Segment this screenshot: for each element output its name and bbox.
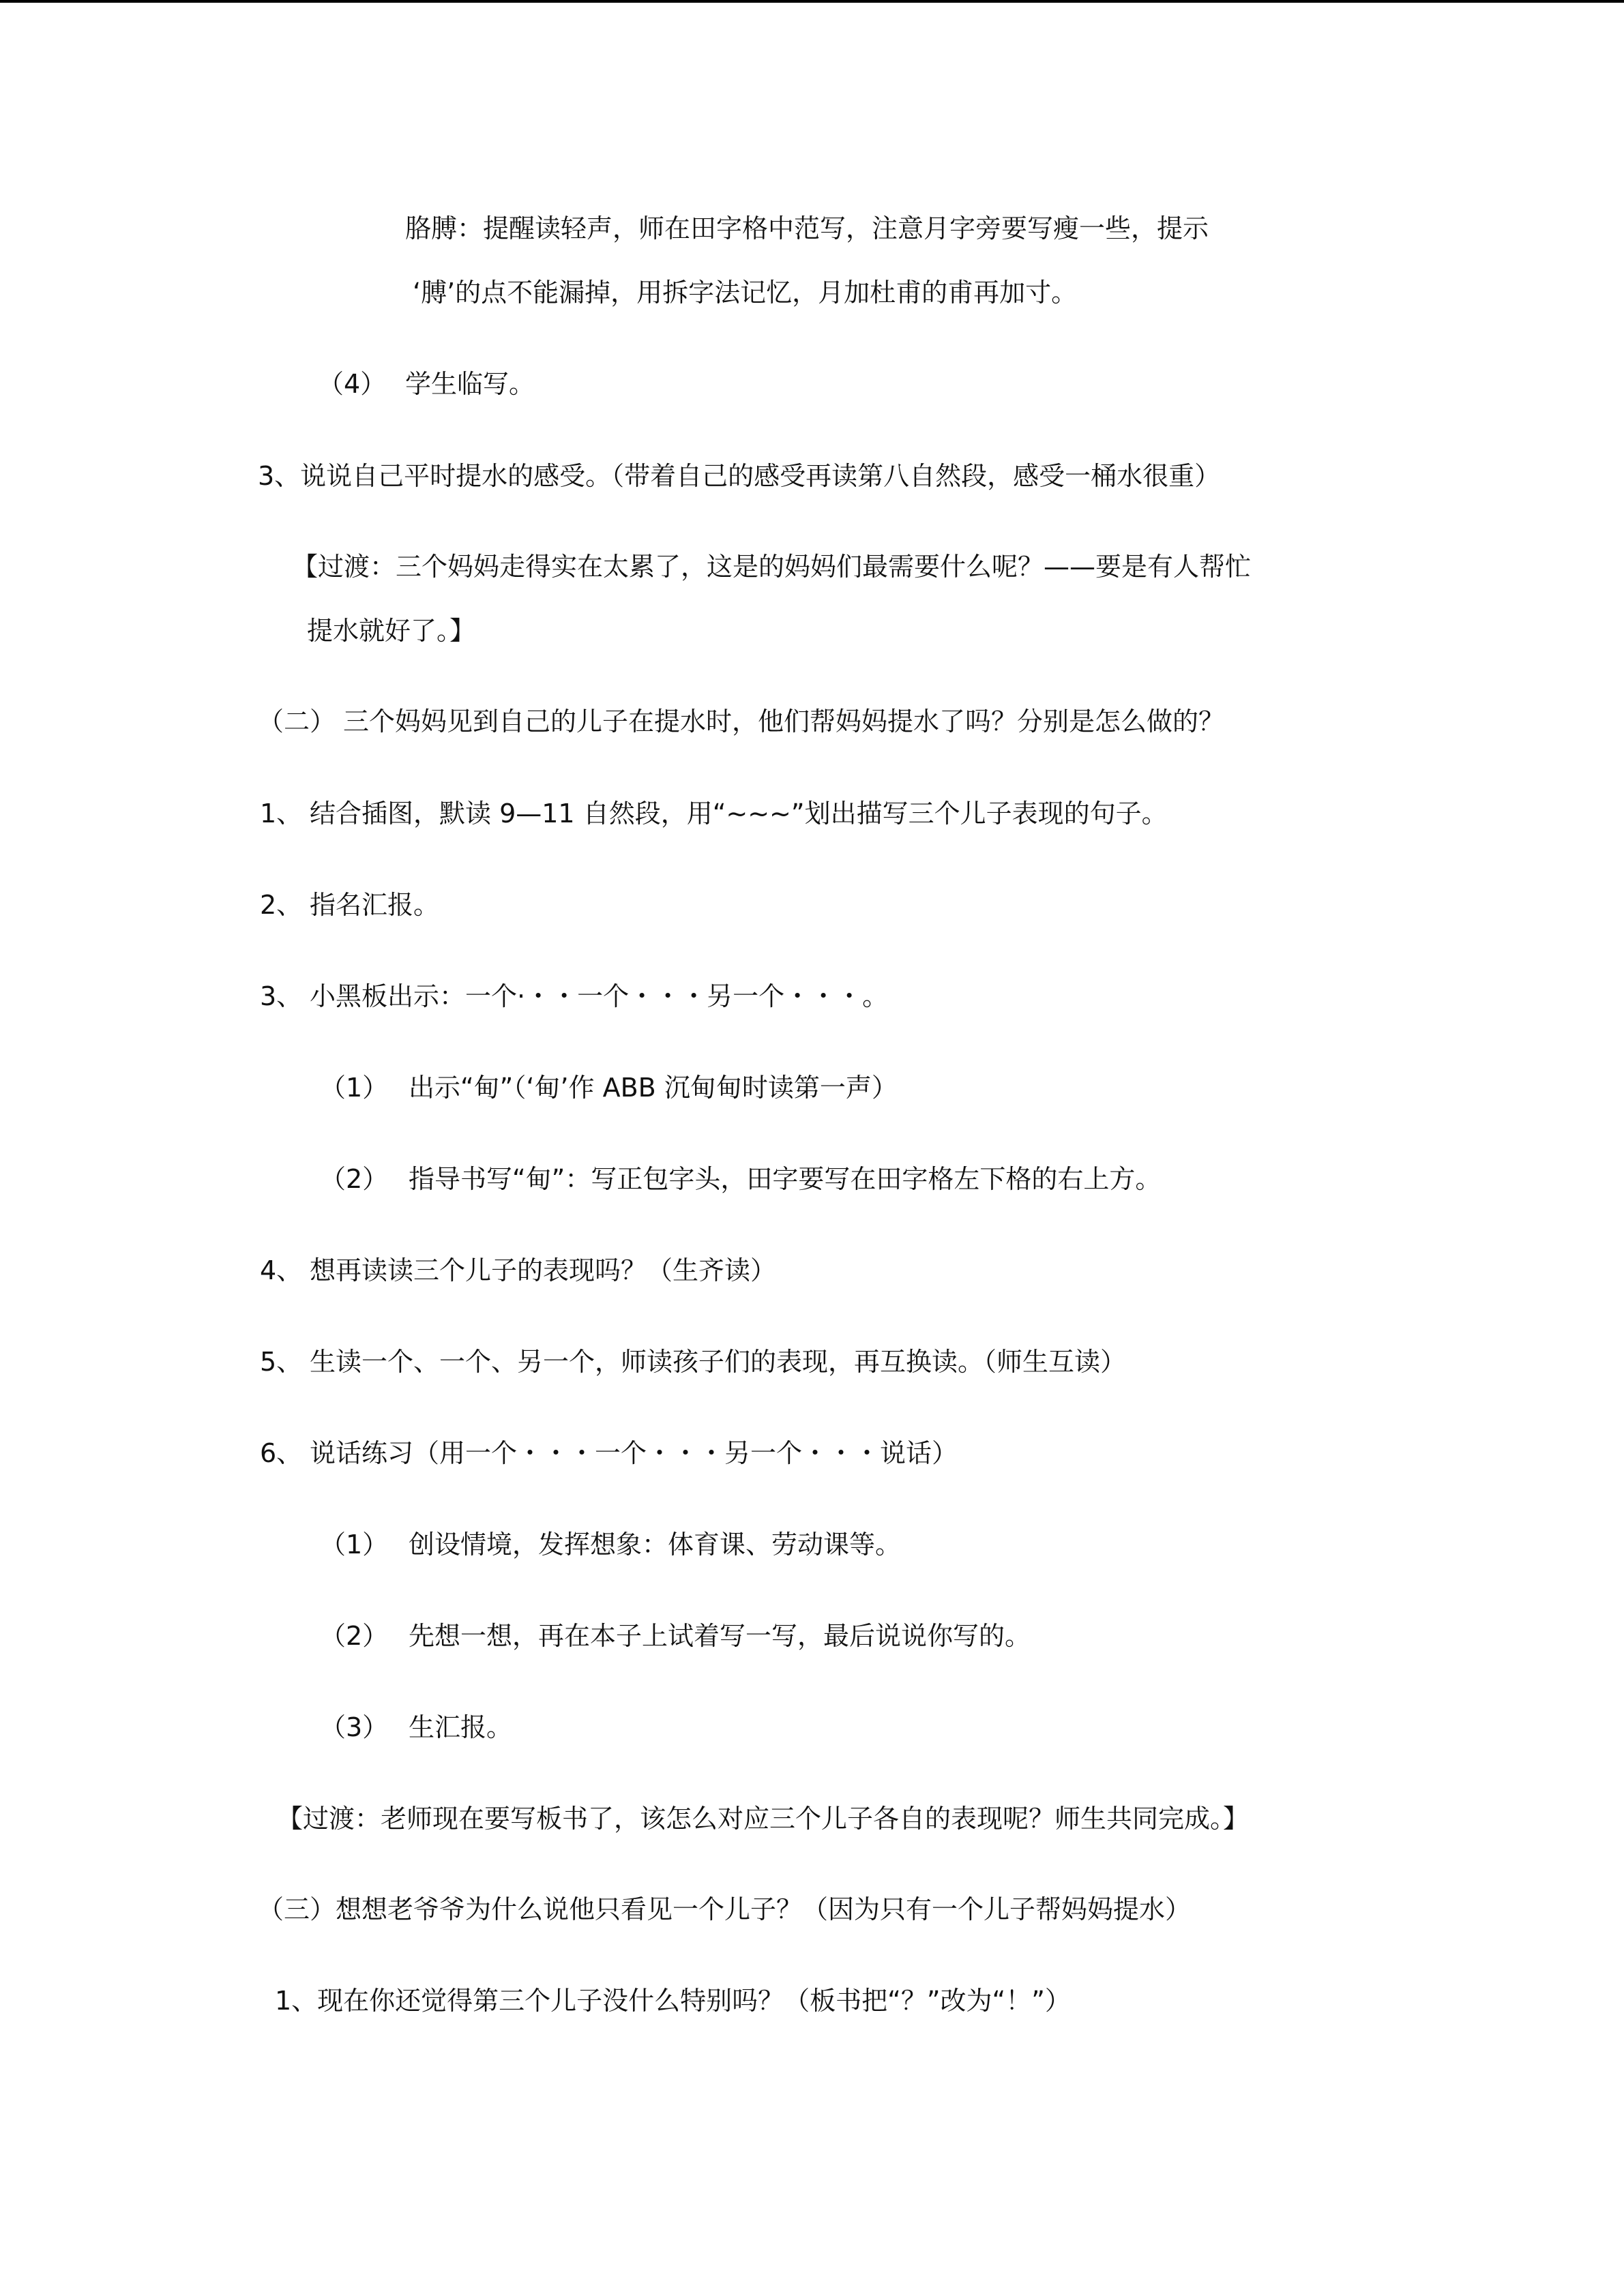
text-line-1: 胳膊：提醒读轻声，师在田字格中范写，注意月字旁要写瘦一些，提示 <box>405 213 1209 243</box>
page-top-border <box>0 0 1624 3</box>
item-number: 1、 <box>260 799 303 829</box>
item-number: （二） <box>258 706 336 736</box>
transition-note-1: 【过渡：三个妈妈走得实在太累了，这是的妈妈们最需要什么呢？——要是有人帮忙 <box>292 552 1252 582</box>
item-text: 说话练习（用一个・・・一个・・・另一个・・・说话） <box>310 1438 958 1468</box>
list-item <box>260 888 439 922</box>
list-item <box>260 1253 776 1287</box>
list-item <box>260 979 888 1013</box>
text-line-4: 3、说说自己平时提水的感受。（带着自己的感受再读第八自然段，感受一桶水很重） <box>258 461 1221 491</box>
item-text: 生汇报。 <box>409 1712 513 1742</box>
list-item <box>260 1436 958 1470</box>
item-text: 出示“甸”（‘甸’作 ABB 沉甸甸时读第一声） <box>409 1073 898 1103</box>
item-text: 生读一个、一个、另一个，师读孩子们的表现，再互换读。（师生互读） <box>310 1347 1127 1377</box>
item-text: 指导书写“甸”：写正包字头，田字要写在田字格左下格的右上方。 <box>409 1164 1162 1194</box>
item-number: 6、 <box>260 1438 303 1468</box>
text-line-2: ‘膊’的点不能漏掉，用拆字法记忆，月加杜甫的甫再加寸。 <box>413 278 1078 308</box>
list-item <box>260 796 1168 831</box>
list-item <box>320 1710 512 1744</box>
item-text: 想再读读三个儿子的表现吗？（生齐读） <box>310 1255 777 1285</box>
item-number: 3、 <box>260 981 303 1011</box>
item-number: （1） <box>320 1530 389 1560</box>
list-item <box>318 367 535 401</box>
section-heading-2 <box>258 704 1224 739</box>
item-number: （2） <box>320 1621 389 1651</box>
transition-note-1-cont: 提水就好了。】 <box>307 616 476 646</box>
list-item <box>320 1162 1161 1196</box>
item-number: （1） <box>320 1073 389 1103</box>
item-number: （4） <box>318 369 387 399</box>
item-number: （3） <box>320 1712 389 1742</box>
item-text: 小黑板出示：一个·・・一个・・・另一个・・・。 <box>310 981 889 1011</box>
item-text: 学生临写。 <box>405 369 535 399</box>
item-text: 三个妈妈见到自己的儿子在提水时，他们帮妈妈提水了吗？分别是怎么做的？ <box>343 706 1225 736</box>
item-text: 指名汇报。 <box>310 890 440 920</box>
text-line-21: 1、现在你还觉得第三个儿子没什么特别吗？（板书把“？”改为“！”） <box>275 1986 1071 2016</box>
list-item <box>260 1345 1126 1379</box>
item-text: 先想一想，再在本子上试着写一写，最后说说你写的。 <box>409 1621 1031 1651</box>
item-text: 创设情境，发挥想象：体育课、劳动课等。 <box>409 1530 902 1560</box>
list-item <box>320 1071 898 1105</box>
item-number: 4、 <box>260 1255 303 1285</box>
section-heading-3: （三）想想老爷爷为什么说他只看见一个儿子？（因为只有一个儿子帮妈妈提水） <box>258 1894 1192 1924</box>
list-item <box>320 1527 901 1562</box>
transition-note-2: 【过渡：老师现在要写板书了，该怎么对应三个儿子各自的表现呢？师生共同完成。】 <box>277 1804 1250 1834</box>
item-number: 2、 <box>260 890 303 920</box>
list-item <box>320 1619 1031 1653</box>
item-number: 5、 <box>260 1347 303 1377</box>
item-text: 结合插图，默读 9—11 自然段，用“~~~”划出描写三个儿子表现的句子。 <box>310 799 1168 829</box>
item-number: （2） <box>320 1164 389 1194</box>
